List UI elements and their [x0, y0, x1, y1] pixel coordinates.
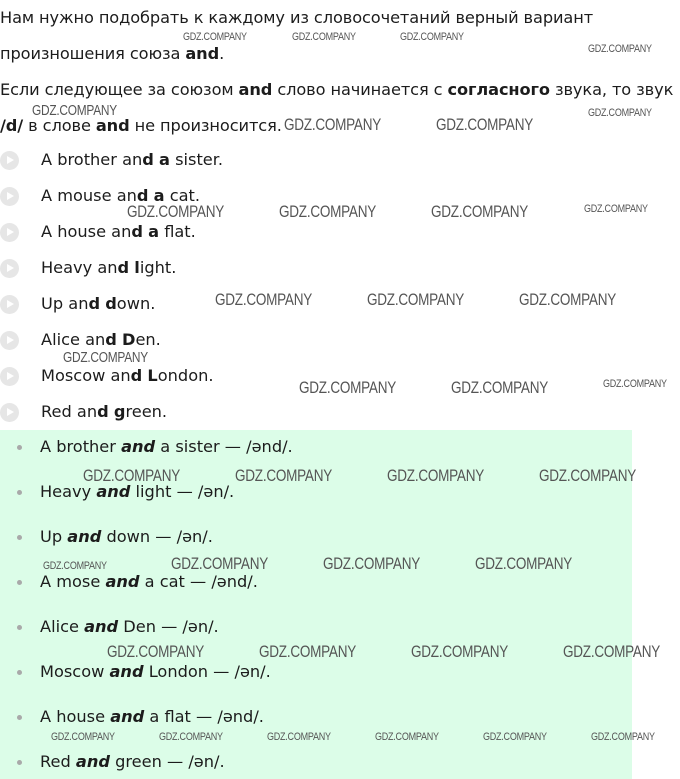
rule-text: Если следующее за союзом — [0, 80, 239, 99]
watermark: GDZ.COMPANY — [171, 555, 269, 573]
watermark: GDZ.COMPANY — [367, 291, 465, 309]
watermark: GDZ.COMPANY — [603, 378, 667, 390]
answer-item — [0, 521, 632, 551]
watermark: GDZ.COMPANY — [411, 643, 509, 661]
rule-text: не произносится. — [129, 116, 282, 135]
watermark: GDZ.COMPANY — [267, 731, 331, 743]
rule-bold-consonant: согласного — [447, 80, 550, 99]
answer-item — [0, 431, 632, 461]
task-item — [0, 214, 400, 250]
watermark: GDZ.COMPANY — [107, 643, 205, 661]
watermark: GDZ.COMPANY — [387, 467, 485, 485]
play-icon[interactable] — [0, 331, 19, 350]
watermark: GDZ.COMPANY — [591, 731, 655, 743]
task-item — [0, 178, 400, 214]
answer-text: Alice and Den — /ən/. — [40, 617, 219, 636]
watermark: GDZ.COMPANY — [588, 43, 652, 55]
task-item — [0, 286, 400, 322]
bullet-icon — [17, 535, 22, 540]
watermark: GDZ.COMPANY — [563, 643, 661, 661]
bullet-icon — [17, 445, 22, 450]
answer-text: A brother and a sister — /ənd/. — [40, 437, 293, 456]
watermark: GDZ.COMPANY — [284, 116, 382, 134]
task-item — [0, 142, 400, 178]
task-item — [0, 322, 400, 358]
task-text: Heavy and light. — [41, 258, 177, 277]
answer-item — [0, 611, 632, 641]
play-icon[interactable] — [0, 403, 19, 422]
bullet-icon — [17, 670, 22, 675]
watermark: GDZ.COMPANY — [323, 555, 421, 573]
rule-bold-sound: /d/ — [0, 116, 24, 135]
bullet-icon — [17, 715, 22, 720]
watermark: GDZ.COMPANY — [375, 731, 439, 743]
answer-item — [0, 476, 632, 506]
play-icon[interactable] — [0, 187, 19, 206]
answer-item — [0, 656, 632, 686]
instruction-paragraph — [0, 0, 676, 72]
watermark: GDZ.COMPANY — [483, 731, 547, 743]
rule-bold-and: and — [95, 116, 130, 135]
instruction-bold-and: and — [185, 44, 220, 63]
watermark: GDZ.COMPANY — [43, 560, 107, 572]
instruction-period: . — [219, 44, 225, 63]
rule-text: слово начинается с — [272, 80, 448, 99]
instruction-text: Нам нужно подобрать к каждому из словосочетаний верный вариант произношения союза — [0, 8, 594, 63]
answer-text: Up and down — /ən/. — [40, 527, 213, 546]
watermark: GDZ.COMPANY — [279, 203, 377, 221]
watermark: GDZ.COMPANY — [235, 467, 333, 485]
watermark: GDZ.COMPANY — [32, 103, 117, 119]
rule-bold-and: and — [238, 80, 273, 99]
task-text: Up and down. — [41, 294, 156, 313]
watermark: GDZ.COMPANY — [539, 467, 637, 485]
bullet-icon — [17, 760, 22, 765]
rule-text: в слове — [23, 116, 96, 135]
bullet-icon — [17, 490, 22, 495]
answer-item — [0, 566, 632, 596]
task-text: Alice and Den. — [41, 330, 161, 349]
answer-item — [0, 701, 632, 731]
task-text: Moscow and London. — [41, 366, 214, 385]
play-icon[interactable] — [0, 151, 19, 170]
answer-text: A mose and a cat — /ənd/. — [40, 572, 258, 591]
watermark: GDZ.COMPANY — [451, 379, 549, 397]
watermark: GDZ.COMPANY — [292, 31, 356, 43]
watermark: GDZ.COMPANY — [63, 350, 148, 366]
watermark: GDZ.COMPANY — [159, 731, 223, 743]
watermark: GDZ.COMPANY — [259, 643, 357, 661]
answer-item — [0, 746, 632, 776]
watermark: GDZ.COMPANY — [431, 203, 529, 221]
watermark: GDZ.COMPANY — [127, 203, 225, 221]
watermark: GDZ.COMPANY — [51, 731, 115, 743]
task-text: Red and green. — [41, 402, 168, 421]
answer-text: Moscow and London — /ən/. — [40, 662, 271, 681]
watermark: GDZ.COMPANY — [299, 379, 397, 397]
task-text: A mouse and a cat. — [41, 186, 201, 205]
bullet-icon — [17, 580, 22, 585]
rule-paragraph — [0, 72, 676, 144]
task-item — [0, 358, 400, 394]
task-item — [0, 394, 400, 430]
play-icon[interactable] — [0, 223, 19, 242]
task-item — [0, 250, 400, 286]
rule-text: звука, то звук — [549, 80, 674, 99]
watermark: GDZ.COMPANY — [584, 203, 648, 215]
watermark: GDZ.COMPANY — [400, 31, 464, 43]
answer-text: Red and green — /ən/. — [40, 752, 225, 771]
watermark: GDZ.COMPANY — [436, 116, 534, 134]
task-text: A brother and a sister. — [41, 150, 224, 169]
bullet-icon — [17, 625, 22, 630]
play-icon[interactable] — [0, 367, 19, 386]
answer-text: A house and a flat — /ənd/. — [40, 707, 264, 726]
answer-text: Heavy and light — /ən/. — [40, 482, 235, 501]
watermark: GDZ.COMPANY — [215, 291, 313, 309]
play-icon[interactable] — [0, 259, 19, 278]
play-icon[interactable] — [0, 295, 19, 314]
watermark: GDZ.COMPANY — [475, 555, 573, 573]
watermark: GDZ.COMPANY — [588, 107, 652, 119]
watermark: GDZ.COMPANY — [183, 31, 247, 43]
watermark: GDZ.COMPANY — [519, 291, 617, 309]
answer-block — [0, 430, 632, 779]
task-text: A house and a flat. — [41, 222, 196, 241]
watermark: GDZ.COMPANY — [83, 467, 181, 485]
